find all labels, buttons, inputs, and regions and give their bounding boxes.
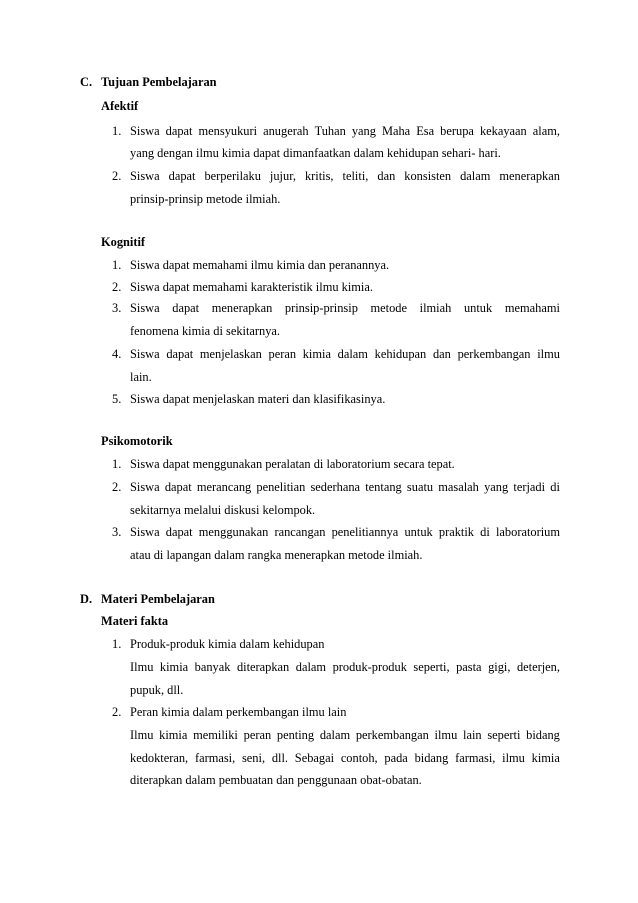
word: memiliki: [193, 728, 238, 742]
word: Siswa: [130, 169, 160, 183]
word: seperti,: [413, 660, 450, 674]
word: memahami: [504, 301, 560, 315]
kognitif-item-5-line1: Siswa dapat menjelaskan materi dan klasifikasinya.: [130, 392, 386, 406]
word: dalam: [337, 347, 368, 361]
word: praktik: [438, 525, 474, 539]
word: Tuhan: [314, 124, 346, 138]
word: ilmiah: [419, 301, 452, 315]
word: metode: [370, 301, 408, 315]
word: merancang: [196, 480, 252, 494]
word: pada: [384, 751, 408, 765]
afektif-heading: Afektif: [101, 99, 139, 113]
psikomotorik-heading: Psikomotorik: [101, 434, 173, 448]
word: alam,: [532, 124, 560, 138]
word: teliti,: [342, 169, 369, 183]
word: produk-produk: [332, 660, 407, 674]
fakta-item-2-line3: diterapkan dalam pembuatan dan penggunaan obat-obatan.: [130, 773, 422, 787]
word: berperilaku: [204, 169, 261, 183]
kognitif-item-2-line1: Siswa dapat memahami karakteristik ilmu kimia.: [130, 280, 373, 294]
word: seni,: [241, 751, 266, 765]
word: dalam: [460, 169, 491, 183]
kognitif-item-1-number: 1.: [112, 258, 122, 272]
psikomotorik-item-3-line2: atau di lapangan dalam rangka menerapkan metode ilmiah.: [130, 548, 423, 562]
word: peran: [243, 728, 272, 742]
kognitif-item-2-number: 2.: [112, 280, 122, 294]
word: perkembangan: [457, 347, 531, 361]
kognitif-item-5-number: 5.: [112, 392, 122, 406]
section-c-label: C.: [80, 75, 93, 89]
word: Esa: [416, 124, 435, 138]
word: menerapkan: [211, 301, 273, 315]
word: peran: [268, 347, 297, 361]
word: penelitian: [256, 480, 306, 494]
word: kimia: [531, 751, 560, 765]
fakta-item-1-line2: pupuk, dll.: [130, 683, 184, 697]
word: dapat: [168, 169, 196, 183]
word: di: [550, 480, 560, 494]
psikomotorik-item-3-line1: [130, 526, 560, 538]
word: dalam: [295, 660, 327, 674]
word: kedokteran,: [130, 751, 189, 765]
word: terjadi: [513, 480, 546, 494]
word: di: [480, 525, 490, 539]
word: Siswa: [130, 347, 160, 361]
kognitif-item-3-line1: [130, 302, 560, 314]
psikomotorik-item-3-number: 3.: [112, 525, 122, 539]
section-d-label: D.: [80, 592, 93, 606]
psikomotorik-item-1-line1: Siswa dapat menggunakan peralatan di laboratorium secara tepat.: [130, 457, 455, 471]
word: anugerah: [263, 124, 309, 138]
word: contoh,: [340, 751, 378, 765]
word: yang: [351, 124, 376, 138]
fakta-item-2-title: Peran kimia dalam perkembangan ilmu lain: [130, 705, 347, 719]
kognitif-item-4-line2: lain.: [130, 370, 152, 384]
word: suatu: [406, 480, 434, 494]
word: ilmu: [537, 347, 560, 361]
afektif-item-2-line1: [130, 170, 560, 182]
kognitif-item-4-line1: [130, 348, 560, 360]
word: penting: [276, 728, 315, 742]
word: Siswa: [130, 301, 160, 315]
afektif-item-1-line1: [130, 125, 560, 137]
word: Siswa: [130, 124, 160, 138]
word: sederhana: [310, 480, 361, 494]
word: untuk: [404, 525, 433, 539]
word: menjelaskan: [199, 347, 262, 361]
kognitif-heading: Kognitif: [101, 235, 146, 249]
section-c-title: Tujuan Pembelajaran: [101, 75, 217, 89]
word: kehidupan: [374, 347, 427, 361]
word: dan: [432, 347, 451, 361]
section-d-title: Materi Pembelajaran: [101, 592, 215, 606]
word: Sebagai: [294, 751, 335, 765]
word: dalam: [319, 728, 351, 742]
word: Ilmu: [130, 728, 154, 742]
word: ilmu: [502, 751, 525, 765]
word: dapat: [172, 301, 200, 315]
word: lain: [463, 728, 482, 742]
word: banyak: [194, 660, 231, 674]
kognitif-item-1-line1: Siswa dapat memahami ilmu kimia dan peranannya.: [130, 258, 390, 272]
word: jujur,: [269, 169, 296, 183]
kognitif-item-3-line2: fenomena kimia di sekitarnya.: [130, 324, 281, 338]
fakta-item-2-line2: [130, 752, 560, 764]
word: dapat: [165, 124, 193, 138]
word: diterapkan: [236, 660, 290, 674]
fakta-item-1-title: Produk-produk kimia dalam kehidupan: [130, 637, 325, 651]
word: rancangan: [274, 525, 326, 539]
word: Ilmu: [130, 660, 154, 674]
afektif-item-2-line2: prinsip-prinsip metode ilmiah.: [130, 192, 281, 206]
afektif-item-1-number: 1.: [112, 124, 122, 138]
word: kimia: [302, 347, 331, 361]
word: ilmu: [434, 728, 458, 742]
word: dan: [377, 169, 396, 183]
word: menggunakan: [198, 525, 269, 539]
word: berupa: [440, 124, 474, 138]
word: deterjen,: [516, 660, 560, 674]
psikomotorik-item-2-line1: [130, 481, 560, 493]
fakta-item-2-number: 2.: [112, 705, 122, 719]
word: seperti: [487, 728, 521, 742]
word: untuk: [463, 301, 493, 315]
psikomotorik-item-2-number: 2.: [112, 480, 122, 494]
word: bidang: [526, 728, 560, 742]
word: prinsip-prinsip: [284, 301, 358, 315]
fakta-item-1-line1: [130, 661, 560, 673]
word: kimia: [159, 660, 189, 674]
word: dapat: [164, 480, 192, 494]
word: masalah: [438, 480, 479, 494]
fakta-item-2-line1: [130, 729, 560, 741]
word: yang: [484, 480, 509, 494]
word: konsisten: [404, 169, 452, 183]
word: laboratorium: [495, 525, 560, 539]
word: Siswa: [130, 525, 160, 539]
psikomotorik-item-2-line2: sekitarnya melalui diskusi kelompok.: [130, 503, 316, 517]
word: Siswa: [130, 480, 160, 494]
word: kimia: [159, 728, 188, 742]
word: bidang: [414, 751, 449, 765]
word: penelitiannya: [331, 525, 399, 539]
word: kritis,: [304, 169, 334, 183]
afektif-item-1-line2: yang dengan ilmu kimia dapat dimanfaatkan dalam kehidupan sehari- hari.: [130, 146, 501, 160]
word: tentang: [365, 480, 402, 494]
word: dapat: [166, 347, 194, 361]
word: Maha: [381, 124, 411, 138]
kognitif-item-3-number: 3.: [112, 301, 122, 315]
psikomotorik-item-1-number: 1.: [112, 457, 122, 471]
word: farmasi,: [194, 751, 236, 765]
word: mensyukuri: [198, 124, 258, 138]
afektif-item-2-number: 2.: [112, 169, 122, 183]
kognitif-item-4-number: 4.: [112, 347, 122, 361]
fakta-item-1-number: 1.: [112, 637, 122, 651]
word: dll.: [271, 751, 289, 765]
word: farmasi,: [455, 751, 496, 765]
materi-fakta-heading: Materi fakta: [101, 614, 169, 628]
word: dapat: [165, 525, 193, 539]
word: kekayaan: [479, 124, 527, 138]
word: perkembangan: [355, 728, 429, 742]
word: menerapkan: [499, 169, 560, 183]
word: pasta: [456, 660, 482, 674]
word: gigi,: [488, 660, 511, 674]
